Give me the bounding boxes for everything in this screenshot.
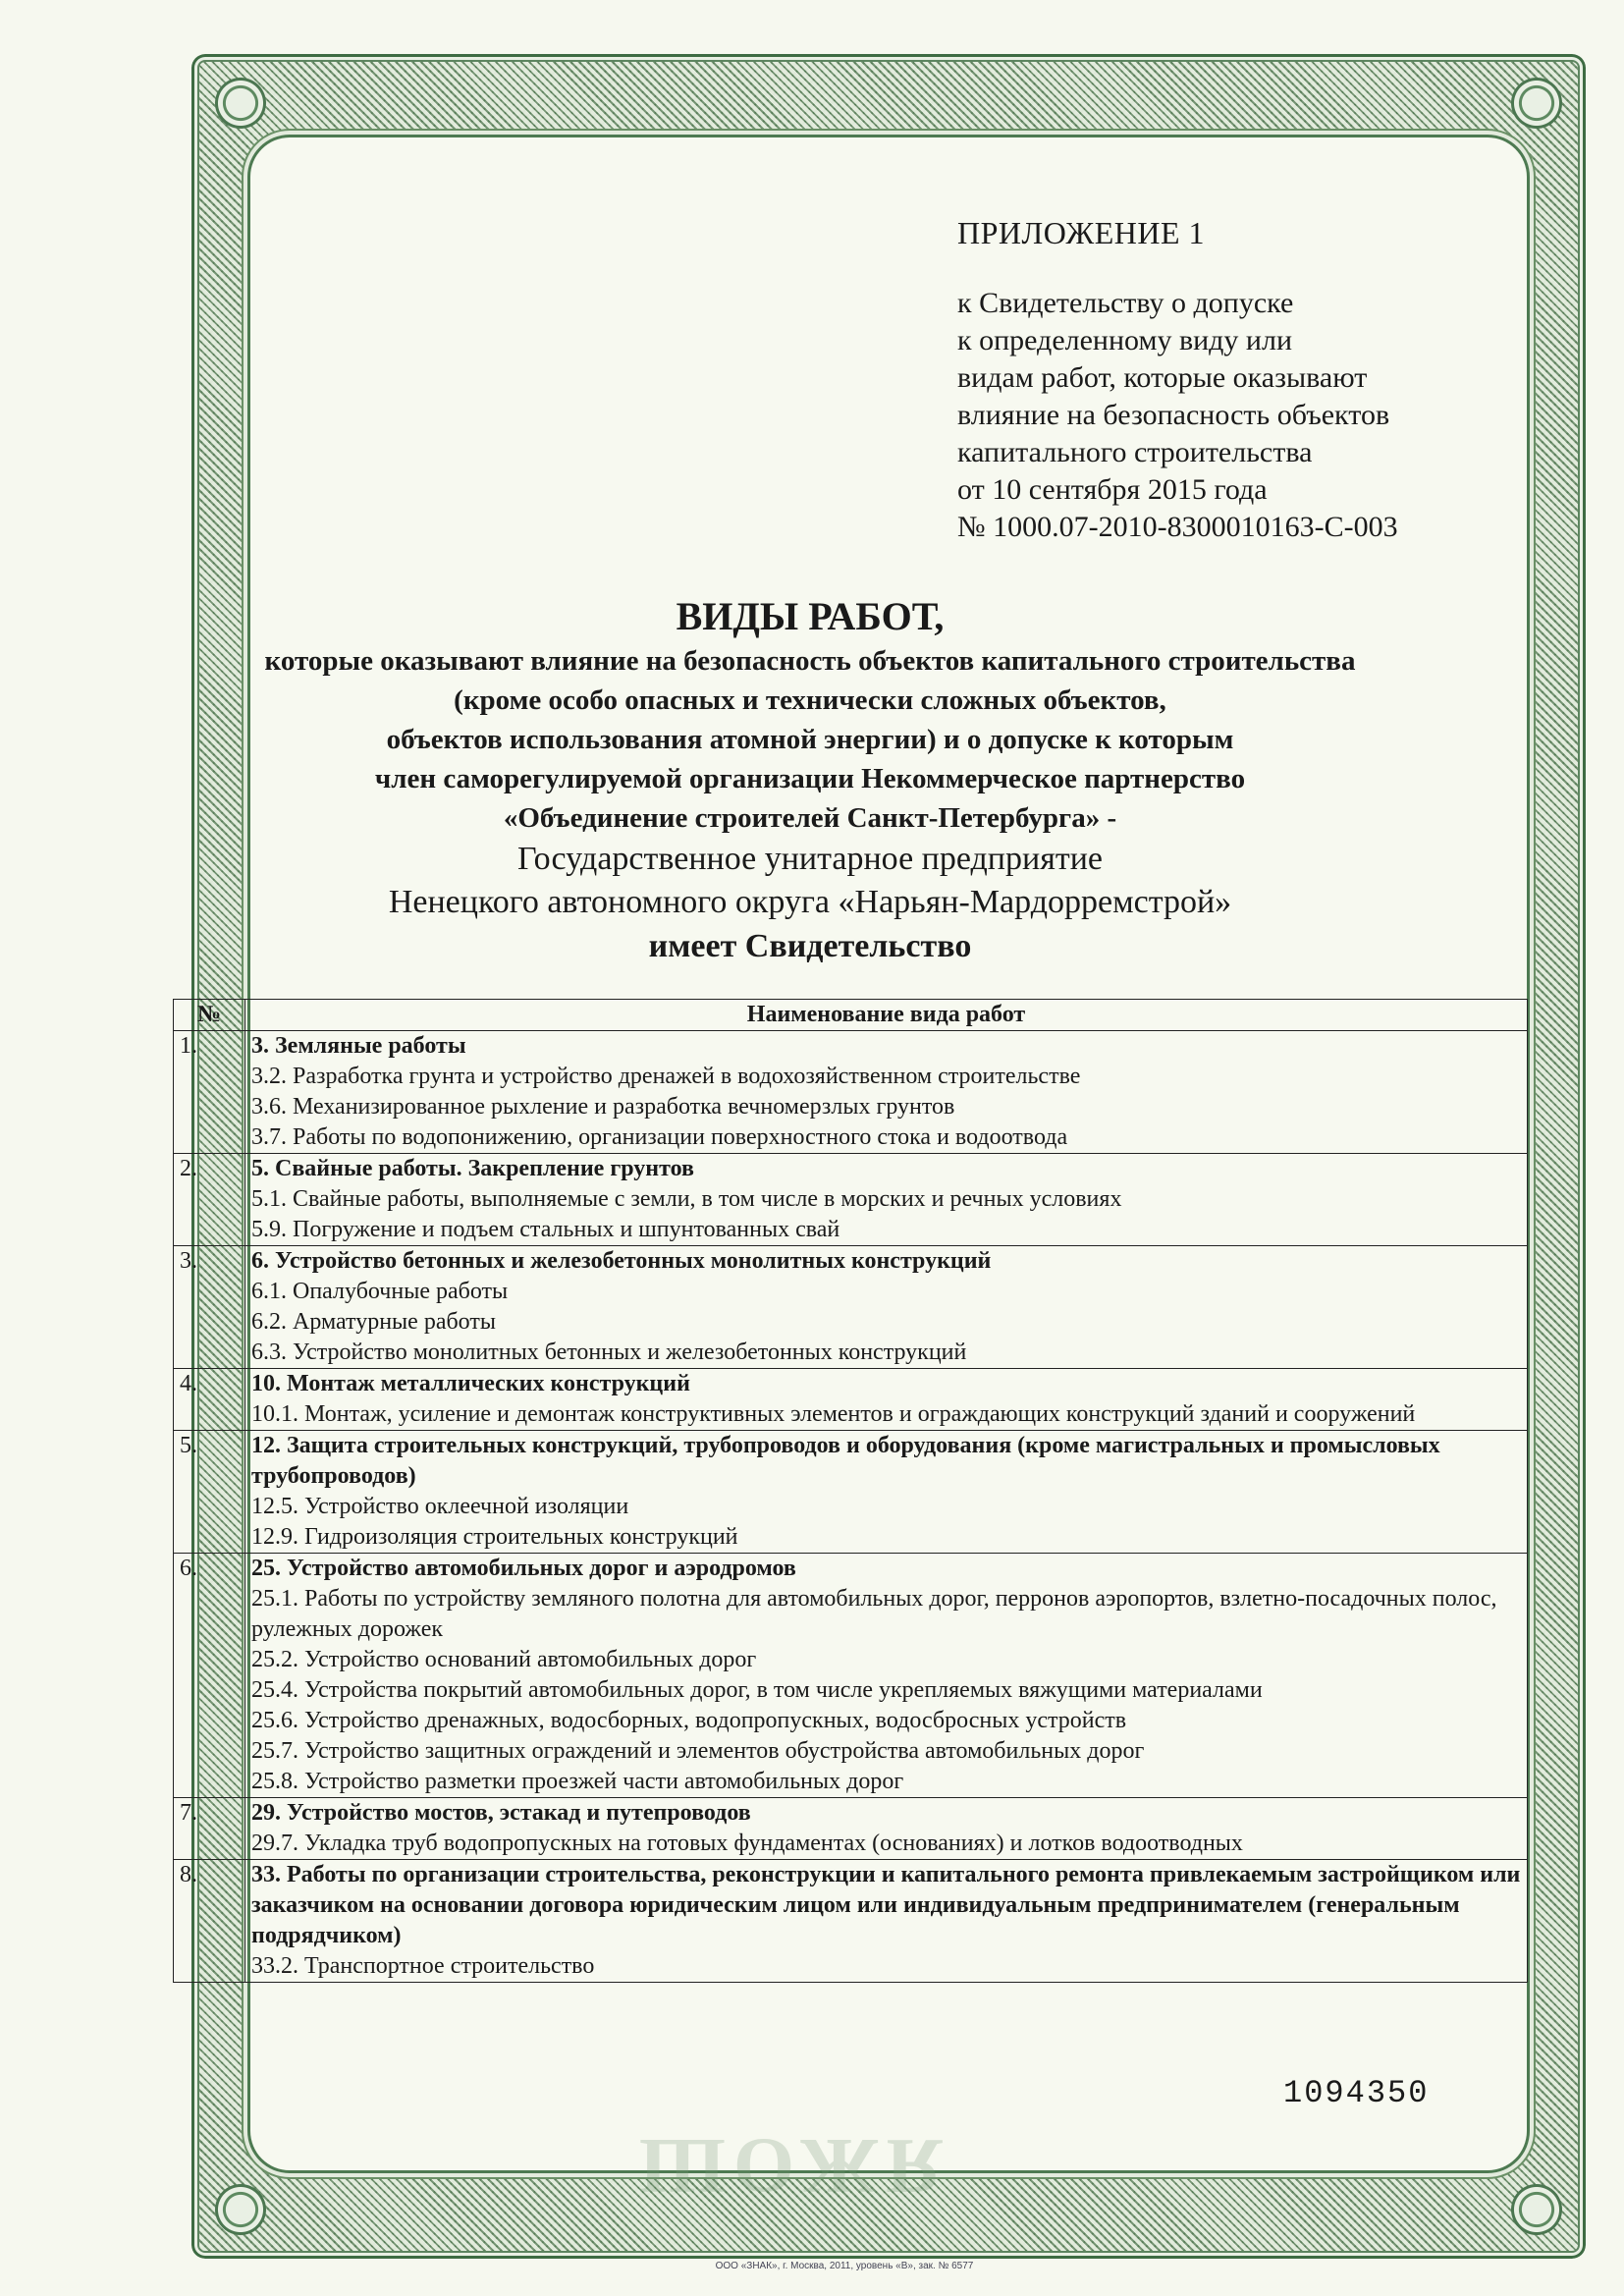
- table-row: [174, 1369, 1528, 1431]
- appendix-heading: ПРИЛОЖЕНИЕ 1: [957, 215, 1206, 250]
- table-row: [174, 1246, 1528, 1369]
- work-item: 10.1. Монтаж, усиление и демонтаж конструктивных элементов и ограждающих конструкций зданий и сооружений: [251, 1401, 1416, 1427]
- table-row: [174, 1554, 1528, 1798]
- work-group-title: 3. Земляные работы: [251, 1033, 466, 1059]
- work-item: 5.1. Свайные работы, выполняемые с земли, в том числе в морских и речных условиях: [251, 1186, 1122, 1212]
- column-header-name: Наименование вида работ: [245, 1000, 1528, 1031]
- title-subline: «Объединение строителей Санкт-Петербурга» -: [503, 802, 1117, 834]
- work-item: 25.7. Устройство защитных ограждений и элементов обустройства автомобильных дорог: [251, 1738, 1145, 1764]
- row-number: 6.: [174, 1554, 245, 1798]
- work-group-title: 10. Монтаж металлических конструкций: [251, 1371, 690, 1396]
- work-item: 6.2. Арматурные работы: [251, 1309, 496, 1335]
- table-header-row: [174, 1000, 1528, 1031]
- table-row: [174, 1031, 1528, 1154]
- appendix-line: капитального строительства: [957, 436, 1313, 468]
- row-description: [245, 1154, 1528, 1246]
- work-group-title: 33. Работы по организации строительства, реконструкции и капитального ремонта привлекаемым застройщиком или заказчиком на основании договора юридическим лицом или индивидуальным предпринимателем (генеральным подрядчиком): [251, 1862, 1521, 1948]
- work-item: 3.7. Работы по водопонижению, организации поверхностного стока и водоотвода: [251, 1124, 1068, 1150]
- row-number: 3.: [174, 1246, 245, 1369]
- appendix-number: № 1000.07-2010-8300010163-С-003: [957, 511, 1398, 543]
- row-description: [245, 1369, 1528, 1431]
- work-item: 29.7. Укладка труб водопропускных на готовых фундаментах (основаниях) и лотков водоотводных: [251, 1831, 1243, 1856]
- works-table-body: [174, 1031, 1528, 1983]
- table-row: [174, 1798, 1528, 1860]
- work-item: 12.5. Устройство оклеечной изоляции: [251, 1494, 629, 1519]
- watermark-icon: ЯЖОШ: [631, 2122, 943, 2209]
- title-subline: объектов использования атомной энергии) и о допуске к которым: [386, 724, 1234, 755]
- work-group-title: 12. Защита строительных конструкций, трубопроводов и оборудования (кроме магистральных и промысловых трубопроводов): [251, 1433, 1440, 1489]
- title-subline: член саморегулируемой организации Некоммерческое партнерство: [374, 763, 1246, 794]
- appendix-line: влияние на безопасность объектов: [957, 399, 1390, 431]
- title-subline: которые оказывают влияние на безопасность объектов капитального строительства: [264, 645, 1356, 677]
- work-group-title: 25. Устройство автомобильных дорог и аэродромов: [251, 1556, 796, 1581]
- work-item: 25.2. Устройство оснований автомобильных дорог: [251, 1647, 757, 1672]
- row-number: 5.: [174, 1431, 245, 1554]
- work-item: 25.6. Устройство дренажных, водосборных, водопропускных, водосбросных устройств: [251, 1708, 1127, 1733]
- work-item: 6.3. Устройство монолитных бетонных и железобетонных конструкций: [251, 1339, 967, 1365]
- title-closing: имеет Свидетельство: [648, 928, 972, 964]
- work-group-title: 29. Устройство мостов, эстакад и путепроводов: [251, 1800, 751, 1826]
- printer-note: ООО «ЗНАК», г. Москва, 2011, уровень «В», зак. № 6577: [715, 2261, 974, 2271]
- work-item: 12.9. Гидроизоляция строительных конструкций: [251, 1524, 738, 1550]
- appendix-line: видам работ, которые оказывают: [957, 361, 1368, 394]
- appendix-date: от 10 сентября 2015 года: [957, 473, 1268, 506]
- table-row: [174, 1431, 1528, 1554]
- work-item: 33.2. Транспортное строительство: [251, 1953, 595, 1979]
- row-description: [245, 1246, 1528, 1369]
- row-number: 7.: [174, 1798, 245, 1860]
- work-item: 5.9. Погружение и подъем стальных и шпунтованных свай: [251, 1217, 840, 1242]
- row-description: [245, 1431, 1528, 1554]
- row-number: 4.: [174, 1369, 245, 1431]
- work-item: 3.6. Механизированное рыхление и разработка вечномерзлых грунтов: [251, 1094, 955, 1120]
- row-number: 2.: [174, 1154, 245, 1246]
- row-description: [245, 1031, 1528, 1154]
- appendix-line: к Свидетельству о допуске: [957, 287, 1294, 319]
- serial-number: 1094350: [1283, 2075, 1430, 2111]
- table-row: [174, 1154, 1528, 1246]
- work-group-title: 5. Свайные работы. Закрепление грунтов: [251, 1156, 694, 1181]
- appendix-line: к определенному виду или: [957, 324, 1293, 356]
- works-table: [173, 999, 1528, 1983]
- row-description: [245, 1554, 1528, 1798]
- work-item: 3.2. Разработка грунта и устройство дренажей в водохозяйственном строительстве: [251, 1064, 1081, 1089]
- row-number: 8.: [174, 1860, 245, 1983]
- title-subline: (кроме особо опасных и технически сложных объектов,: [454, 684, 1166, 716]
- work-item: 25.4. Устройства покрытий автомобильных дорог, в том числе укрепляемых вяжущими материалами: [251, 1677, 1263, 1703]
- organization-name: Ненецкого автономного округа «Нарьян-Мардорремстрой»: [388, 884, 1232, 920]
- row-number: 1.: [174, 1031, 245, 1154]
- column-header-number: №: [174, 1000, 245, 1031]
- work-group-title: 6. Устройство бетонных и железобетонных монолитных конструкций: [251, 1248, 992, 1274]
- row-description: [245, 1798, 1528, 1860]
- work-item: 25.1. Работы по устройству земляного полотна для автомобильных дорог, перронов аэропортов, взлетно-посадочных полос, рулежных дорожек: [251, 1586, 1497, 1642]
- row-description: [245, 1860, 1528, 1983]
- appendix-block: [957, 214, 1507, 546]
- page-title: ВИДЫ РАБОТ,: [676, 594, 945, 638]
- work-item: 6.1. Опалубочные работы: [251, 1279, 509, 1304]
- table-row: [174, 1860, 1528, 1983]
- work-item: 25.8. Устройство разметки проезжей части автомобильных дорог: [251, 1769, 904, 1794]
- document-title-block: [196, 592, 1424, 969]
- organization-name: Государственное унитарное предприятие: [517, 841, 1103, 877]
